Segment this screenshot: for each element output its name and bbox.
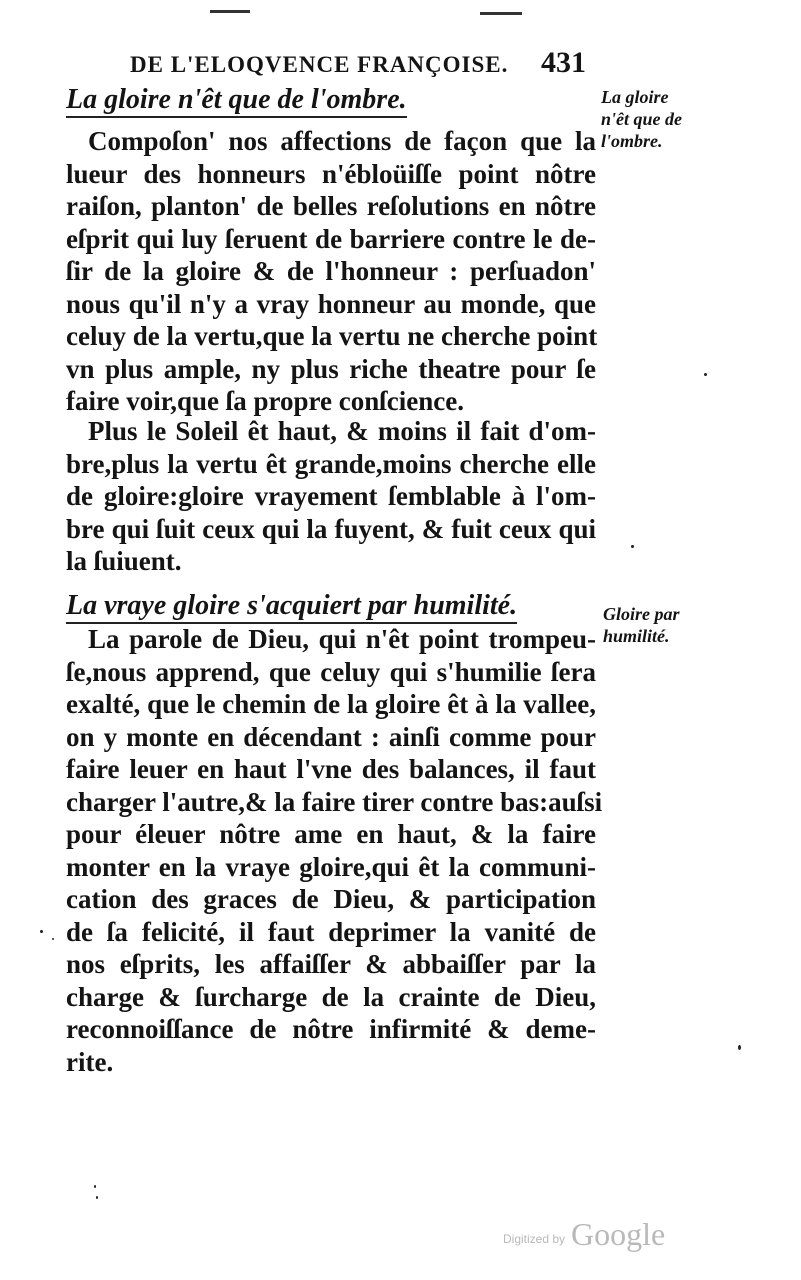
scan-speck xyxy=(40,930,43,933)
scan-speck xyxy=(631,545,634,548)
text-line: la ſuiuent. xyxy=(66,546,182,576)
text-line: Compoſon' nos affections de façon que la xyxy=(88,126,596,156)
digitized-watermark xyxy=(503,1216,673,1256)
text-line: pour éleuer nôtre ame en haut, & la faire xyxy=(66,819,596,849)
margin-note xyxy=(601,86,701,152)
text-line: raiſon, planton' de belles reſolutions en nôtre xyxy=(66,191,596,221)
margin-note-line: Gloire par xyxy=(603,604,680,624)
scan-speck xyxy=(52,938,54,940)
margin-note-line: n'êt que de xyxy=(601,109,682,129)
ink-mark xyxy=(480,12,522,15)
text-line: on y monte en décendant : ainſi comme pour xyxy=(66,721,596,752)
paragraph xyxy=(66,623,603,1078)
google-logo: Google xyxy=(571,1216,666,1252)
text-line: bre,plus la vertu êt grande,moins cherche elle xyxy=(66,448,596,479)
top-edge-marks xyxy=(0,0,801,20)
running-head: DE L'ELOQVENCE FRANÇOISE. xyxy=(130,52,509,77)
text-line: monter en la vraye gloire,qui êt la communi- xyxy=(66,851,596,882)
scan-speck xyxy=(96,1196,98,1199)
text-line: lueur des honneurs n'ébloüiſſe point nôtre xyxy=(66,158,596,189)
text-line: ſir de la gloire & de l'honneur : perſuadon' xyxy=(66,256,596,286)
text-line: vn plus ample, ny plus riche theatre pour ſe xyxy=(66,353,596,384)
section-heading: La gloire n'êt que de l'ombre. xyxy=(66,86,407,118)
text-line: de ſa felicité, il faut deprimer la vanité de xyxy=(66,916,596,947)
text-line: eſprit qui luy ſeruent de barriere contre le de- xyxy=(66,223,596,254)
paragraph xyxy=(66,415,596,578)
text-line: nous qu'il n'y a vray honneur au monde, que xyxy=(66,288,596,319)
text-line: rite. xyxy=(66,1046,114,1077)
margin-note xyxy=(603,603,703,647)
text-line: faire voir,que ſa propre conſcience. xyxy=(66,386,464,416)
scan-speck xyxy=(704,373,707,376)
text-line: ſe,nous apprend, que celuy qui s'humilie ſera xyxy=(66,656,596,687)
page-number: 431 xyxy=(541,46,586,79)
text-line: nos eſprits, les affaiſſer & abbaiſſer par la xyxy=(66,949,596,979)
margin-note-line: La gloire xyxy=(601,87,669,107)
text-line: Plus le Soleil êt haut, & moins il fait d'om- xyxy=(88,416,596,446)
text-line: faire leuer en haut l'vne des balances, il faut xyxy=(66,754,596,784)
text-line: charger l'autre,& la faire tirer contre bas:auſsi xyxy=(66,786,603,817)
section-heading: La vraye gloire s'acquiert par humilité. xyxy=(66,592,517,624)
scan-speck xyxy=(94,1185,96,1188)
text-line: de gloire:gloire vrayement ſemblable à l'om- xyxy=(66,481,596,511)
text-line: charge & ſurcharge de la crainte de Dieu, xyxy=(66,981,596,1012)
text-line: exalté, que le chemin de la gloire êt à la vallee, xyxy=(66,689,596,719)
scan-speck xyxy=(738,1045,741,1050)
text-line: reconnoiſſance de nôtre infirmité & deme- xyxy=(66,1014,596,1044)
ink-mark xyxy=(210,10,250,13)
text-line: La parole de Dieu, qui n'êt point trompeu- xyxy=(88,624,596,654)
text-line: celuy de la vertu,que la vertu ne cherche point xyxy=(66,321,598,351)
margin-note-line: humilité. xyxy=(603,626,670,646)
margin-note-line: l'ombre. xyxy=(601,131,663,151)
text-line: cation des graces de Dieu, & participation xyxy=(66,884,596,914)
text-line: bre qui ſuit ceux qui la fuyent, & fuit ceux qui xyxy=(66,513,596,544)
watermark-digitized-text: Digitized by xyxy=(503,1232,566,1246)
paragraph xyxy=(66,125,596,418)
